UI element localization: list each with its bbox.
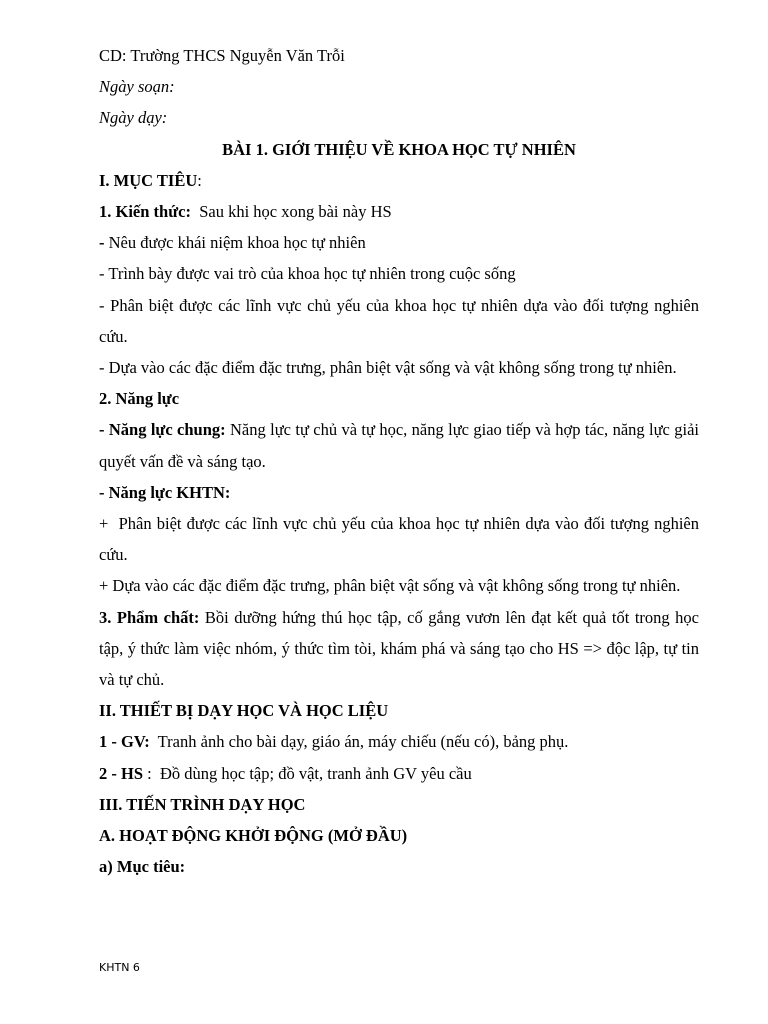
knowledge-label: 1. Kiến thức: bbox=[99, 202, 191, 222]
student-equipment-label: 2 - HS bbox=[99, 763, 144, 783]
process-heading: III. TIẾN TRÌNH DẠY HỌC bbox=[99, 794, 306, 814]
knowledge-item bbox=[99, 227, 699, 258]
competence-heading: 2. Năng lực bbox=[99, 389, 180, 409]
objectives-heading-text: I. MỤC TIÊU bbox=[99, 170, 198, 190]
qualities-text: Bồi dưỡng hứng thú học tập, cố gắng vươn lên đạt kết quả tốt trong học tập, ý thức làm việc nhóm, ý thức tìm tòi, khám phá và sáng tạo cho HS => độc lập, tự tin và tự chủ. bbox=[99, 607, 699, 690]
equipment-heading: II. THIẾT BỊ DẠY HỌC VÀ HỌC LIỆU bbox=[99, 701, 389, 721]
knowledge-item-text: Nêu được khái niệm khoa học tự nhiên bbox=[104, 233, 366, 253]
lesson-title: BÀI 1. GIỚI THIỆU VỀ KHOA HỌC TỰ NHIÊN bbox=[222, 139, 576, 159]
student-equipment-text: : Đồ dùng học tập; đồ vật, tranh ảnh GV yêu cầu bbox=[143, 763, 472, 783]
teacher-equipment-label: 1 - GV: bbox=[99, 732, 150, 752]
objectives-heading bbox=[99, 165, 699, 196]
khtn-item: + Phân biệt được các lĩnh vực chủ yếu của khoa học tự nhiên dựa vào đối tượng nghiên cứu. bbox=[99, 514, 704, 565]
general-competence-text: Năng lực tự chủ và tự học, năng lực giao tiếp và hợp tác, năng lực giải quyết vấn đề và sáng tạo. bbox=[99, 420, 699, 471]
teach-date-line: Ngày dạy: bbox=[99, 108, 168, 128]
document-body bbox=[99, 40, 704, 882]
knowledge-item: - Trình bày được vai trò của khoa học tự nhiên trong cuộc sống bbox=[99, 264, 516, 284]
knowledge-line bbox=[99, 196, 699, 227]
general-competence bbox=[99, 414, 699, 476]
goal-heading: a) Mục tiêu: bbox=[99, 857, 186, 877]
knowledge-item-dash: - bbox=[99, 233, 105, 253]
knowledge-item: - Phân biệt được các lĩnh vực chủ yếu của khoa học tự nhiên dựa vào đối tượng nghiên cứu. bbox=[99, 295, 699, 346]
student-equipment bbox=[99, 758, 699, 789]
teacher-equipment bbox=[99, 726, 699, 757]
page-footer: KHTN 6 bbox=[99, 961, 140, 974]
khtn-item: + Dựa vào các đặc điểm đặc trưng, phân biệt vật sống và vật không sống trong tự nhiên. bbox=[99, 576, 681, 596]
general-competence-label: - Năng lực chung: bbox=[99, 420, 226, 440]
knowledge-intro: Sau khi học xong bài này HS bbox=[190, 202, 392, 222]
teacher-equipment-text: Tranh ảnh cho bài dạy, giáo án, máy chiếu (nếu có), bảng phụ. bbox=[149, 732, 569, 752]
warmup-activity-heading: A. HOẠT ĐỘNG KHỞI ĐỘNG (MỞ ĐẦU) bbox=[99, 826, 408, 846]
qualities-label: 3. Phẩm chất: bbox=[99, 607, 200, 627]
knowledge-item: - Dựa vào các đặc điểm đặc trưng, phân biệt vật sống và vật không sống trong tự nhiên. bbox=[99, 358, 677, 378]
prep-date-line: Ngày soạn: bbox=[99, 77, 175, 97]
school-line: CD: Trường THCS Nguyễn Văn Trỗi bbox=[99, 46, 345, 65]
qualities-paragraph bbox=[99, 602, 699, 696]
objectives-heading-colon: : bbox=[197, 170, 202, 190]
khtn-competence-label: - Năng lực KHTN: bbox=[99, 482, 231, 502]
